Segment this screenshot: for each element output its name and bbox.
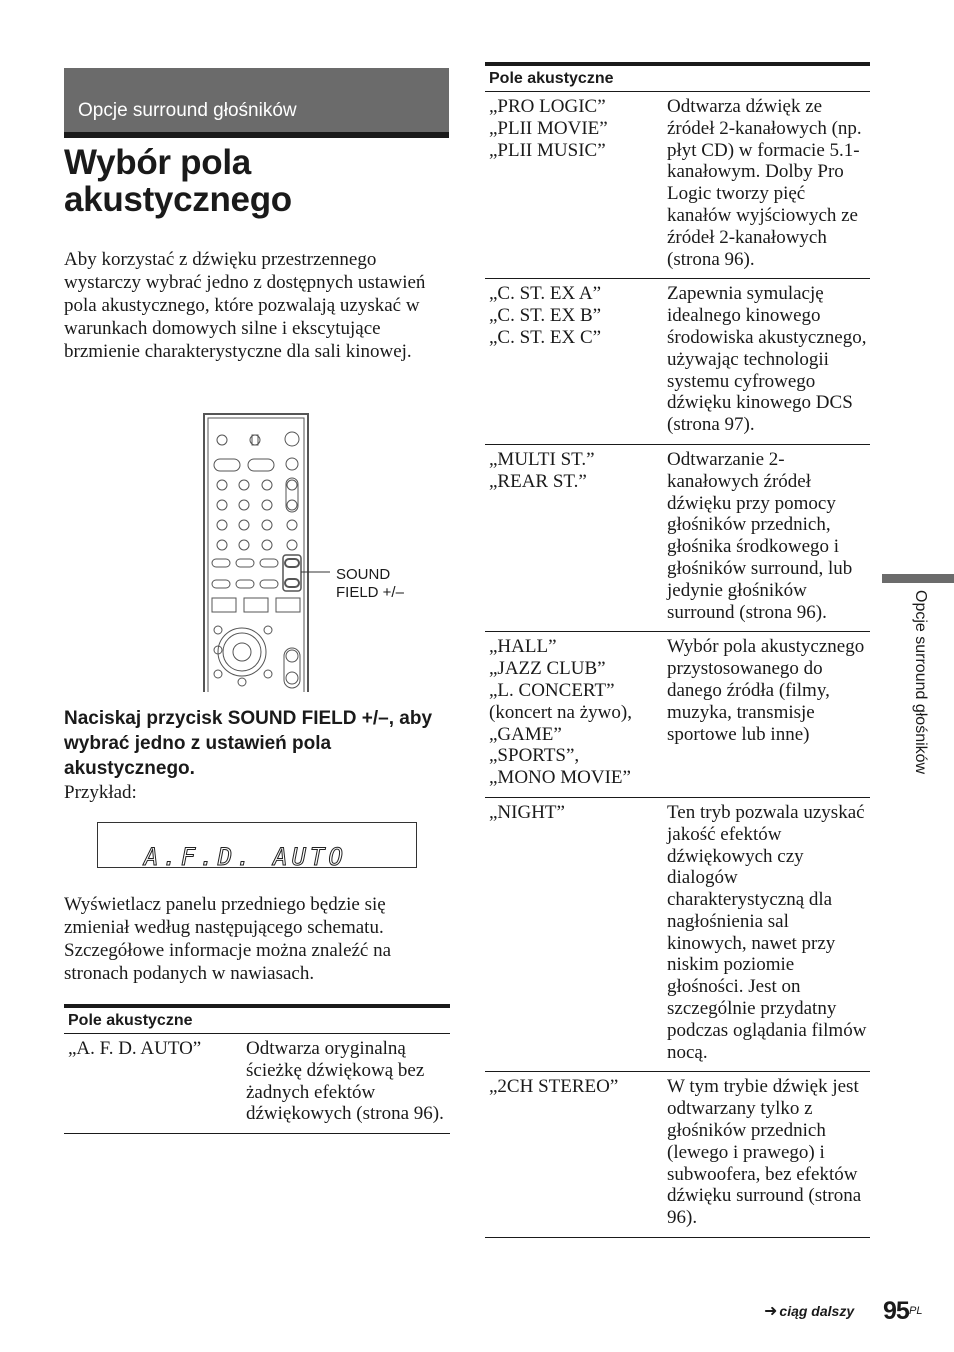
sound-field-description: W tym trybie dźwięk jest odtwarzany tylko z głośników przednich (lewego i prawego) i subwoofera, bez efektów dźwięku surround (strona 96).	[667, 1076, 862, 1229]
front-panel-display	[97, 822, 417, 871]
sound-field-name: „MULTI ST.” „REAR ST.”	[489, 448, 595, 492]
page-number: 95	[883, 1297, 909, 1325]
sound-field-name: „2CH STEREO”	[489, 1076, 619, 1098]
sound-field-description: Wybór pola akustycznego przystosowanego do danego źródła (filmy, muzyka, transmisje sportowe lub inne)	[667, 636, 865, 745]
continued-label: ciąg dalszy	[779, 1303, 855, 1319]
table-row	[485, 1072, 870, 1238]
display-readout: A.F.D. AUTO	[144, 843, 347, 871]
table-row	[485, 279, 870, 445]
side-tab-label: Opcje surround głośników	[912, 590, 929, 775]
sound-field-description: Odtwarzanie 2-kanałowych źródeł dźwięku przy pomocy głośników przednich, głośnika środkowego i głośników surround, lub jedynie głośników surround (strona 96).	[667, 448, 853, 623]
side-tab-bar	[882, 574, 954, 583]
step-instruction: Naciskaj przycisk SOUND FIELD +/–, aby wybrać jedno z ustawień pola akustycznego.	[64, 708, 433, 779]
remote-label: SOUND FIELD +/–	[336, 566, 404, 601]
sound-field-name: „NIGHT”	[489, 801, 565, 823]
table-row	[64, 1034, 450, 1134]
schema-paragraph: Wyświetlacz panelu przedniego będzie się zmieniał według następującego schematu. Szczegółowe informacje można znaleźć na stronach podanych w nawiasach.	[64, 894, 392, 984]
sound-field-name: „A. F. D. AUTO”	[68, 1038, 202, 1059]
example-label: Przykład:	[64, 782, 137, 803]
sound-field-name: „HALL” „JAZZ CLUB” „L. CONCERT” (koncert na żywo), „GAME” „SPORTS”, „MONO MOVIE”	[489, 636, 632, 789]
sound-field-description: Odtwarza dźwięk ze źródeł 2-kanałowych (np. płyt CD) w formacie 5.1-kanałowym. Dolby Pro Logic tworzy pięć kanałów wyjściowych ze źródeł 2-kanałowych (strona 96).	[667, 96, 862, 270]
sound-field-table-right	[485, 62, 870, 1238]
page-language: PL	[909, 1305, 923, 1317]
sound-field-name: „C. ST. EX A” „C. ST. EX B” „C. ST. EX C”	[489, 283, 602, 348]
arrow-right-icon: ➜	[764, 1303, 778, 1320]
remote-control-illustration	[200, 412, 330, 692]
table-row	[485, 445, 870, 632]
continued-indicator	[764, 1301, 854, 1321]
page-title: Wybór pola akustycznego	[64, 143, 292, 219]
table-row	[485, 92, 870, 279]
table-row	[485, 632, 870, 798]
sound-field-name: „PRO LOGIC” „PLII MOVIE” „PLII MUSIC”	[489, 96, 608, 161]
sound-field-description: Odtwarza oryginalną ścieżkę dźwiękową bez żadnych efektów dźwiękowych (strona 96).	[246, 1038, 444, 1125]
intro-paragraph: Aby korzystać z dźwięku przestrzennego wystarczy wybrać jedno z dostępnych ustawień pola akustycznego, które pozwalają uzyskać w warunkach domowych silne i ekscytujące brzmienie charakterystyczne dla sali kinowej.	[64, 249, 426, 362]
table-header: Pole akustyczne	[485, 66, 870, 92]
table-row	[485, 798, 870, 1073]
sound-field-table-left	[64, 1004, 450, 1134]
section-rule	[64, 132, 449, 138]
section-banner	[64, 68, 449, 132]
sound-field-description: Zapewnia symulację idealnego kinowego środowiska akustycznego, używając technologii systemu cyfrowego dźwięku kinowego DCS (strona 97).	[667, 283, 867, 436]
table-header: Pole akustyczne	[64, 1008, 450, 1034]
section-title: Opcje surround głośników	[78, 100, 297, 121]
sound-field-description: Ten tryb pozwala uzyskać jakość efektów dźwiękowych czy dialogów charakterystyczną dla nagłośnienia sal kinowych, nawet przy niskim poziomie głośności. Jest on szczególnie przydatny podczas oglądania filmów nocą.	[667, 801, 867, 1063]
